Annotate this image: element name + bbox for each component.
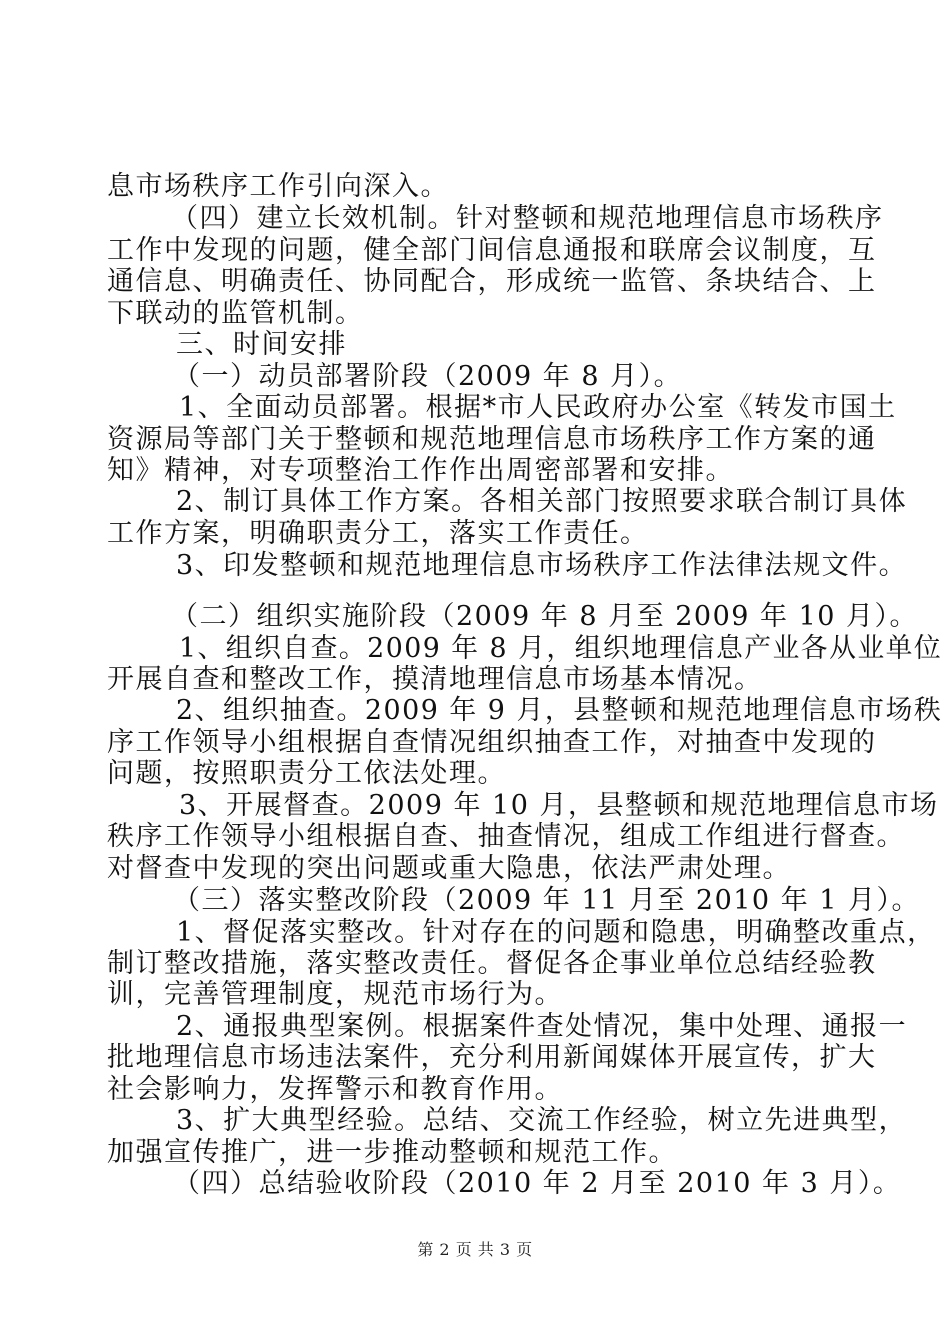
body-line: 加强宣传推广，进一步推动整顿和规范工作。	[107, 1136, 677, 1168]
body-line: 工作方案，明确职责分工，落实工作责任。	[107, 517, 649, 549]
body-line: 资源局等部门关于整顿和规范地理信息市场秩序工作方案的通	[107, 423, 877, 455]
body-line: 通信息、明确责任、协同配合，形成统一监管、条块结合、上	[107, 266, 877, 298]
body-line: 息市场秩序工作引向深入。	[107, 171, 449, 202]
body-line: 社会影响力，发挥警示和教育作用。	[107, 1073, 563, 1105]
subsection-heading: （三）落实整改阶段（2009 年 11 月至 2010 年 1 月）。	[173, 885, 921, 917]
body-line: 2、通报典型案例。根据案件查处情况，集中处理、通报一	[176, 1010, 908, 1042]
body-line: 下联动的监管机制。	[107, 297, 364, 329]
body-line: 1、督促落实整改。针对存在的问题和隐患，明确整改重点，	[176, 916, 936, 948]
body-line: 1、全面动员部署。根据*市人民政府办公室《转发市国土	[179, 392, 897, 424]
body-line: 问题，按照职责分工依法处理。	[107, 758, 506, 790]
body-line: 3、扩大典型经验。总结、交流工作经验，树立先进典型，	[176, 1105, 908, 1137]
subsection-heading: （二）组织实施阶段（2009 年 8 月至 2009 年 10 月）。	[171, 601, 919, 633]
body-line: 知》精神，对专项整治工作作出周密部署和安排。	[107, 454, 734, 486]
body-line: （四）建立长效机制。针对整顿和规范地理信息市场秩序	[171, 203, 884, 235]
body-line: 3、印发整顿和规范地理信息市场秩序工作法律法规文件。	[176, 550, 908, 582]
body-line: 2、组织抽查。2009 年 9 月，县整顿和规范地理信息市场秩	[176, 695, 943, 727]
body-line: 序工作领导小组根据自查情况组织抽查工作，对抽查中发现的	[107, 726, 877, 758]
body-line: 工作中发现的问题，健全部门间信息通报和联席会议制度，互	[107, 234, 877, 266]
body-line: 1、组织自查。2009 年 8 月，组织地理信息产业各从业单位	[179, 632, 943, 664]
body-line: 制订整改措施，落实整改责任。督促各企事业单位总结经验教	[107, 948, 877, 979]
body-line: 秩序工作领导小组根据自查、抽查情况，组成工作组进行督查。	[107, 821, 905, 853]
body-line: 对督查中发现的突出问题或重大隐患，依法严肃处理。	[107, 852, 791, 884]
section-heading: 三、时间安排	[176, 329, 347, 361]
subsection-heading: （四）总结验收阶段（2010 年 2 月至 2010 年 3 月）。	[173, 1168, 902, 1200]
subsection-heading: （一）动员部署阶段（2009 年 8 月）。	[173, 360, 683, 392]
page-number-footer: 第 2 页 共 3 页	[417, 1240, 533, 1259]
body-line: 批地理信息市场违法案件，充分利用新闻媒体开展宣传，扩大	[107, 1042, 877, 1074]
body-line: 2、制订具体工作方案。各相关部门按照要求联合制订具体	[176, 486, 908, 518]
body-line: 训，完善管理制度，规范市场行为。	[107, 979, 563, 1011]
body-line: 3、开展督查。2009 年 10 月，县整顿和规范地理信息市场	[179, 789, 939, 821]
body-line: 开展自查和整改工作，摸清地理信息市场基本情况。	[107, 664, 763, 696]
